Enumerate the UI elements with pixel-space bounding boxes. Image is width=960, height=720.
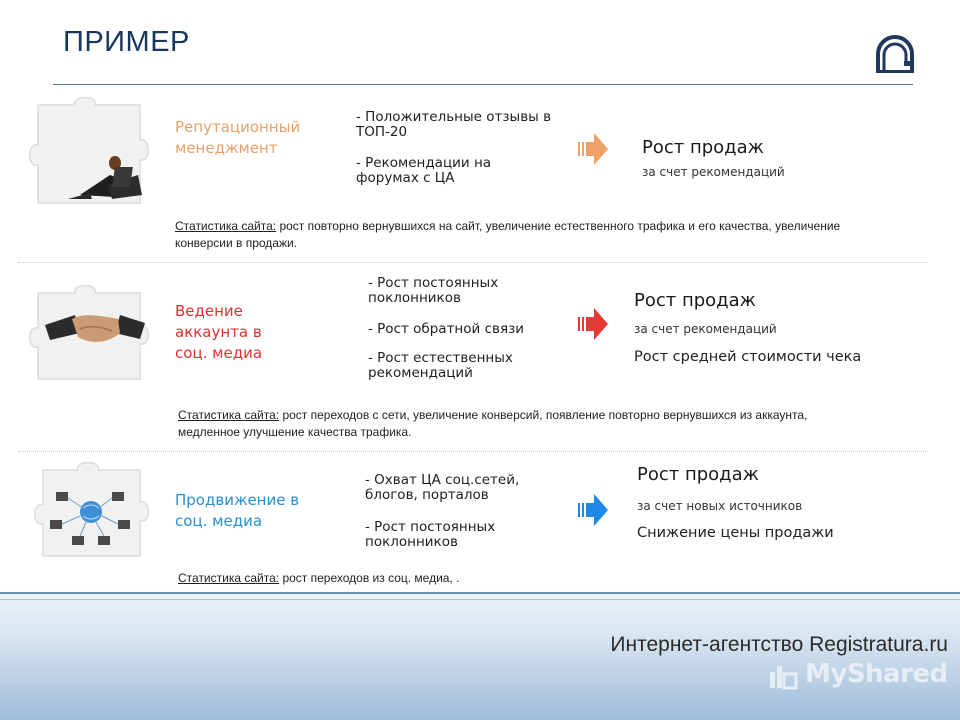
arrow-right-icon [578,306,608,342]
category-social-account: Ведение аккаунта в соц. медиа [175,302,263,362]
stat-label: Статистика сайта: [175,219,277,233]
result-subtitle: за счет рекомендаций [634,322,777,336]
result-title: Рост продаж [642,137,764,158]
title-divider [53,84,913,85]
result-title: Рост продаж [634,290,756,311]
result-title: Рост продаж [637,464,759,485]
stat-label: Статистика сайта: [178,571,280,585]
myshared-logo-icon [768,662,800,692]
result-subtitle: за счет рекомендаций [642,165,785,179]
registratura-logo [870,28,920,78]
agency-name: Интернет-агентство Registratura.ru [610,633,948,656]
footer-divider [0,592,960,594]
bullet-list-item: - Рост постоянных поклонников [368,275,499,306]
stat-text: рост повторно вернувшихся на сайт, увеличение естественного трафика и его качества, увеличение конверсии в продажи. [175,219,841,250]
puzzle-woman-laptop-image [20,95,160,210]
site-statistics [175,218,865,252]
page-title: ПРИМЕР [63,26,190,58]
result-extra: Рост средней стоимости чека [634,349,862,365]
bullet-list-item: - Рекомендации на форумах с ЦА [356,155,492,186]
row-divider [18,262,928,263]
row-divider [18,451,928,452]
result-extra: Снижение цены продажи [637,525,834,541]
stat-label: Статистика сайта: [178,408,280,422]
puzzle-handshake-image [20,285,160,385]
bullet-list-item: - Рост постоянных поклонников [365,519,496,550]
category-reputation: Репутационный менеджмент [175,118,301,157]
bullet-list-item: - Положительные отзывы в ТОП-20 [356,109,552,140]
bullet-list-item: - Рост естественных рекомендаций [368,350,513,381]
result-subtitle: за счет новых источников [637,499,803,513]
puzzle-network-image [28,462,158,562]
stat-text: рост переходов из соц. медиа, . [279,571,460,585]
stat-text: рост переходов с сети, увеличение конверсий, появление повторно вернувшихся из аккаунта, медленное улучшение качества трафика. [178,408,808,439]
bullet-list-item: - Охват ЦА соц.сетей, блогов, порталов [365,472,520,503]
bullet-list-item: - Рост обратной связи [368,321,525,337]
site-statistics [178,570,678,587]
site-statistics [178,407,828,441]
category-social-promotion: Продвижение в соц. медиа [175,491,300,530]
arrow-right-icon [578,131,608,167]
myshared-watermark: MyShared [805,659,948,689]
arrow-right-icon [578,492,608,528]
footer-divider [0,599,960,600]
